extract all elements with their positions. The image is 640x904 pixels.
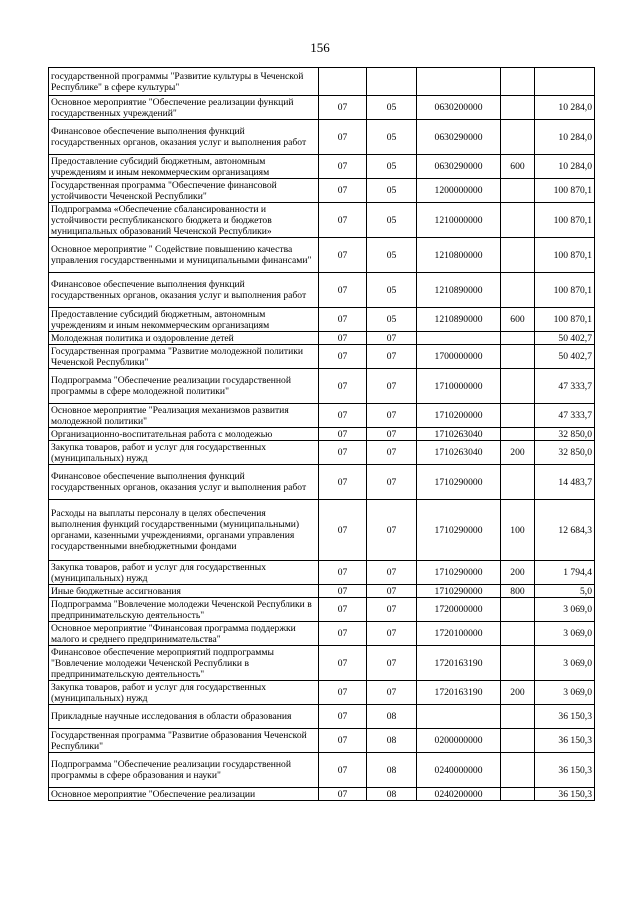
table-row <box>49 308 595 332</box>
section-code-cell: 07 <box>319 646 367 681</box>
subsection-code-cell: 05 <box>367 203 417 238</box>
expense-type-cell <box>501 203 535 238</box>
target-article-cell: 0630290000 <box>417 155 501 179</box>
subsection-code-cell: 05 <box>367 96 417 120</box>
target-article-cell: 1210000000 <box>417 203 501 238</box>
target-article-cell: 0630200000 <box>417 96 501 120</box>
target-article-cell: 0240000000 <box>417 753 501 788</box>
table-row <box>49 598 595 622</box>
target-article-cell: 1710290000 <box>417 585 501 598</box>
expense-name-cell: Государственная программа "Развитие молодежной политики Чеченской Республики" <box>49 345 319 369</box>
section-code-cell: 07 <box>319 788 367 801</box>
amount-cell: 100 870,1 <box>535 203 595 238</box>
subsection-code-cell: 07 <box>367 561 417 585</box>
budget-table <box>48 67 595 801</box>
expense-type-cell: 100 <box>501 500 535 561</box>
target-article-cell <box>417 705 501 729</box>
amount-cell: 3 069,0 <box>535 598 595 622</box>
section-code-cell: 07 <box>319 179 367 203</box>
amount-cell: 10 284,0 <box>535 96 595 120</box>
amount-cell: 47 333,7 <box>535 404 595 428</box>
amount-cell: 3 069,0 <box>535 622 595 646</box>
section-code-cell: 07 <box>319 369 367 404</box>
subsection-code-cell <box>367 68 417 96</box>
subsection-code-cell: 08 <box>367 788 417 801</box>
amount-cell: 10 284,0 <box>535 120 595 155</box>
expense-name-cell: Подпрограмма "Вовлечение молодежи Чеченской Республики в предпринимательскую деятельность" <box>49 598 319 622</box>
section-code-cell: 07 <box>319 428 367 441</box>
expense-type-cell: 200 <box>501 441 535 465</box>
amount-cell: 100 870,1 <box>535 308 595 332</box>
section-code-cell: 07 <box>319 96 367 120</box>
expense-type-cell <box>501 96 535 120</box>
target-article-cell: 1720000000 <box>417 598 501 622</box>
expense-type-cell <box>501 369 535 404</box>
expense-name-cell: Предоставление субсидий бюджетным, автономным учреждениям и иным некоммерческим организациям <box>49 155 319 179</box>
subsection-code-cell: 07 <box>367 646 417 681</box>
amount-cell: 100 870,1 <box>535 179 595 203</box>
amount-cell: 100 870,1 <box>535 273 595 308</box>
section-code-cell: 07 <box>319 308 367 332</box>
subsection-code-cell: 05 <box>367 179 417 203</box>
target-article-cell: 1710290000 <box>417 561 501 585</box>
expense-type-cell: 200 <box>501 561 535 585</box>
expense-name-cell: Основное мероприятие "Реализация механизмов развития молодежной политики" <box>49 404 319 428</box>
table-row <box>49 238 595 273</box>
amount-cell: 36 150,3 <box>535 753 595 788</box>
subsection-code-cell: 07 <box>367 598 417 622</box>
expense-type-cell <box>501 345 535 369</box>
expense-name-cell: Организационно-воспитательная работа с молодежью <box>49 428 319 441</box>
target-article-cell: 1710263040 <box>417 441 501 465</box>
expense-type-cell <box>501 68 535 96</box>
expense-name-cell: Основное мероприятие "Финансовая программа поддержки малого и среднего предпринимательства" <box>49 622 319 646</box>
expense-name-cell: Основное мероприятие "Обеспечение реализации функций государственных учреждений" <box>49 96 319 120</box>
table-row <box>49 120 595 155</box>
target-article-cell: 1710263040 <box>417 428 501 441</box>
subsection-code-cell: 07 <box>367 500 417 561</box>
amount-cell: 36 150,3 <box>535 705 595 729</box>
table-row <box>49 681 595 705</box>
target-article-cell <box>417 68 501 96</box>
page-number: 156 <box>310 40 330 55</box>
target-article-cell: 1710290000 <box>417 500 501 561</box>
section-code-cell: 07 <box>319 273 367 308</box>
section-code-cell: 07 <box>319 585 367 598</box>
subsection-code-cell: 08 <box>367 729 417 753</box>
subsection-code-cell: 07 <box>367 345 417 369</box>
expense-name-cell: Иные бюджетные ассигнования <box>49 585 319 598</box>
expense-type-cell: 200 <box>501 681 535 705</box>
amount-cell: 32 850,0 <box>535 428 595 441</box>
table-row <box>49 332 595 345</box>
table-row <box>49 345 595 369</box>
section-code-cell: 07 <box>319 622 367 646</box>
subsection-code-cell: 07 <box>367 332 417 345</box>
section-code-cell: 07 <box>319 203 367 238</box>
table-row <box>49 500 595 561</box>
expense-name-cell: Финансовое обеспечение выполнения функций государственных органов, оказания услуг и выполнения работ <box>49 273 319 308</box>
subsection-code-cell: 07 <box>367 585 417 598</box>
table-row <box>49 646 595 681</box>
expense-name-cell: Государственная программа "Обеспечение финансовой устойчивости Чеченской Республики" <box>49 179 319 203</box>
expense-name-cell: Прикладные научные исследования в области образования <box>49 705 319 729</box>
table-row <box>49 753 595 788</box>
subsection-code-cell: 05 <box>367 308 417 332</box>
subsection-code-cell: 07 <box>367 369 417 404</box>
amount-cell: 14 483,7 <box>535 465 595 500</box>
target-article-cell: 1710000000 <box>417 369 501 404</box>
target-article-cell: 1710200000 <box>417 404 501 428</box>
amount-cell: 1 794,4 <box>535 561 595 585</box>
expense-type-cell <box>501 753 535 788</box>
expense-type-cell <box>501 622 535 646</box>
subsection-code-cell: 07 <box>367 428 417 441</box>
amount-cell: 100 870,1 <box>535 238 595 273</box>
section-code-cell: 07 <box>319 598 367 622</box>
amount-cell: 10 284,0 <box>535 155 595 179</box>
table-row <box>49 155 595 179</box>
expense-name-cell: Расходы на выплаты персоналу в целях обеспечения выполнения функций государственными (муниципальными) органами, казенными учреждениями, органами управления государственными внебюджетными фондами <box>49 500 319 561</box>
table-row <box>49 179 595 203</box>
table-row <box>49 622 595 646</box>
expense-name-cell: Предоставление субсидий бюджетным, автономным учреждениям и иным некоммерческим организациям <box>49 308 319 332</box>
table-row <box>49 203 595 238</box>
section-code-cell: 07 <box>319 681 367 705</box>
section-code-cell: 07 <box>319 120 367 155</box>
section-code-cell: 07 <box>319 705 367 729</box>
section-code-cell: 07 <box>319 753 367 788</box>
expense-name-cell: Закупка товаров, работ и услуг для государственных (муниципальных) нужд <box>49 441 319 465</box>
table-row <box>49 369 595 404</box>
expense-name-cell: Финансовое обеспечение мероприятий подпрограммы "Вовлечение молодежи Чеченской Республики в предпринимательскую деятельность" <box>49 646 319 681</box>
amount-cell: 12 684,3 <box>535 500 595 561</box>
expense-type-cell: 800 <box>501 585 535 598</box>
subsection-code-cell: 05 <box>367 273 417 308</box>
target-article-cell: 1720100000 <box>417 622 501 646</box>
expense-name-cell: Финансовое обеспечение выполнения функций государственных органов, оказания услуг и выполнения работ <box>49 465 319 500</box>
amount-cell: 47 333,7 <box>535 369 595 404</box>
target-article-cell: 0240200000 <box>417 788 501 801</box>
expense-type-cell <box>501 788 535 801</box>
amount-cell: 36 150,3 <box>535 788 595 801</box>
expense-type-cell: 600 <box>501 155 535 179</box>
section-code-cell: 07 <box>319 238 367 273</box>
expense-type-cell <box>501 465 535 500</box>
target-article-cell: 1210800000 <box>417 238 501 273</box>
table-row <box>49 428 595 441</box>
table-row <box>49 441 595 465</box>
expense-type-cell <box>501 598 535 622</box>
expense-name-cell: Подпрограмма «Обеспечение сбалансированности и устойчивости республиканского бюджета и бюджетов муниципальных образований Чеченской Республики» <box>49 203 319 238</box>
table-row <box>49 585 595 598</box>
expense-type-cell <box>501 179 535 203</box>
target-article-cell: 1720163190 <box>417 681 501 705</box>
expense-type-cell <box>501 332 535 345</box>
expense-type-cell <box>501 273 535 308</box>
expense-name-cell: Основное мероприятие "Обеспечение реализации <box>49 788 319 801</box>
section-code-cell: 07 <box>319 729 367 753</box>
subsection-code-cell: 05 <box>367 120 417 155</box>
table-row <box>49 404 595 428</box>
expense-name-cell: Закупка товаров, работ и услуг для государственных (муниципальных) нужд <box>49 681 319 705</box>
section-code-cell: 07 <box>319 465 367 500</box>
subsection-code-cell: 05 <box>367 238 417 273</box>
amount-cell: 3 069,0 <box>535 681 595 705</box>
expense-type-cell <box>501 238 535 273</box>
expense-type-cell <box>501 705 535 729</box>
expense-name-cell: Подпрограмма "Обеспечение реализации государственной программы в сфере молодежной политики" <box>49 369 319 404</box>
subsection-code-cell: 08 <box>367 753 417 788</box>
target-article-cell: 1210890000 <box>417 273 501 308</box>
table-row <box>49 705 595 729</box>
section-code-cell: 07 <box>319 345 367 369</box>
expense-type-cell <box>501 428 535 441</box>
table-row <box>49 465 595 500</box>
subsection-code-cell: 08 <box>367 705 417 729</box>
section-code-cell: 07 <box>319 500 367 561</box>
amount-cell: 3 069,0 <box>535 646 595 681</box>
subsection-code-cell: 07 <box>367 441 417 465</box>
subsection-code-cell: 05 <box>367 155 417 179</box>
subsection-code-cell: 07 <box>367 404 417 428</box>
section-code-cell: 07 <box>319 155 367 179</box>
amount-cell: 32 850,0 <box>535 441 595 465</box>
section-code-cell: 07 <box>319 561 367 585</box>
expense-type-cell <box>501 120 535 155</box>
expense-name-cell: Финансовое обеспечение выполнения функций государственных органов, оказания услуг и выполнения работ <box>49 120 319 155</box>
section-code-cell: 07 <box>319 404 367 428</box>
subsection-code-cell: 07 <box>367 681 417 705</box>
expense-name-cell: Молодежная политика и оздоровление детей <box>49 332 319 345</box>
expense-name-cell: Закупка товаров, работ и услуг для государственных (муниципальных) нужд <box>49 561 319 585</box>
target-article-cell <box>417 332 501 345</box>
target-article-cell: 0630290000 <box>417 120 501 155</box>
target-article-cell: 1710290000 <box>417 465 501 500</box>
target-article-cell: 1200000000 <box>417 179 501 203</box>
section-code-cell: 07 <box>319 441 367 465</box>
expense-type-cell: 600 <box>501 308 535 332</box>
expense-name-cell: Подпрограмма "Обеспечение реализации государственной программы в сфере образования и науки" <box>49 753 319 788</box>
table-row <box>49 68 595 96</box>
amount-cell: 50 402,7 <box>535 332 595 345</box>
expense-name-cell: Государственная программа "Развитие образования Чеченской Республики" <box>49 729 319 753</box>
expense-type-cell <box>501 729 535 753</box>
subsection-code-cell: 07 <box>367 465 417 500</box>
table-row <box>49 96 595 120</box>
amount-cell: 36 150,3 <box>535 729 595 753</box>
target-article-cell: 1720163190 <box>417 646 501 681</box>
amount-cell: 5,0 <box>535 585 595 598</box>
amount-cell: 50 402,7 <box>535 345 595 369</box>
section-code-cell: 07 <box>319 332 367 345</box>
table-row <box>49 561 595 585</box>
target-article-cell: 1210890000 <box>417 308 501 332</box>
table-row <box>49 729 595 753</box>
expense-type-cell <box>501 646 535 681</box>
table-row <box>49 788 595 801</box>
subsection-code-cell: 07 <box>367 622 417 646</box>
expense-type-cell <box>501 404 535 428</box>
table-row <box>49 273 595 308</box>
section-code-cell <box>319 68 367 96</box>
amount-cell <box>535 68 595 96</box>
expense-name-cell: Основное мероприятие " Содействие повышению качества управления государственными и муниципальными финансами" <box>49 238 319 273</box>
expense-name-cell: государственной программы "Развитие культуры в Чеченской Республике" в сфере культуры" <box>49 68 319 96</box>
target-article-cell: 1700000000 <box>417 345 501 369</box>
target-article-cell: 0200000000 <box>417 729 501 753</box>
